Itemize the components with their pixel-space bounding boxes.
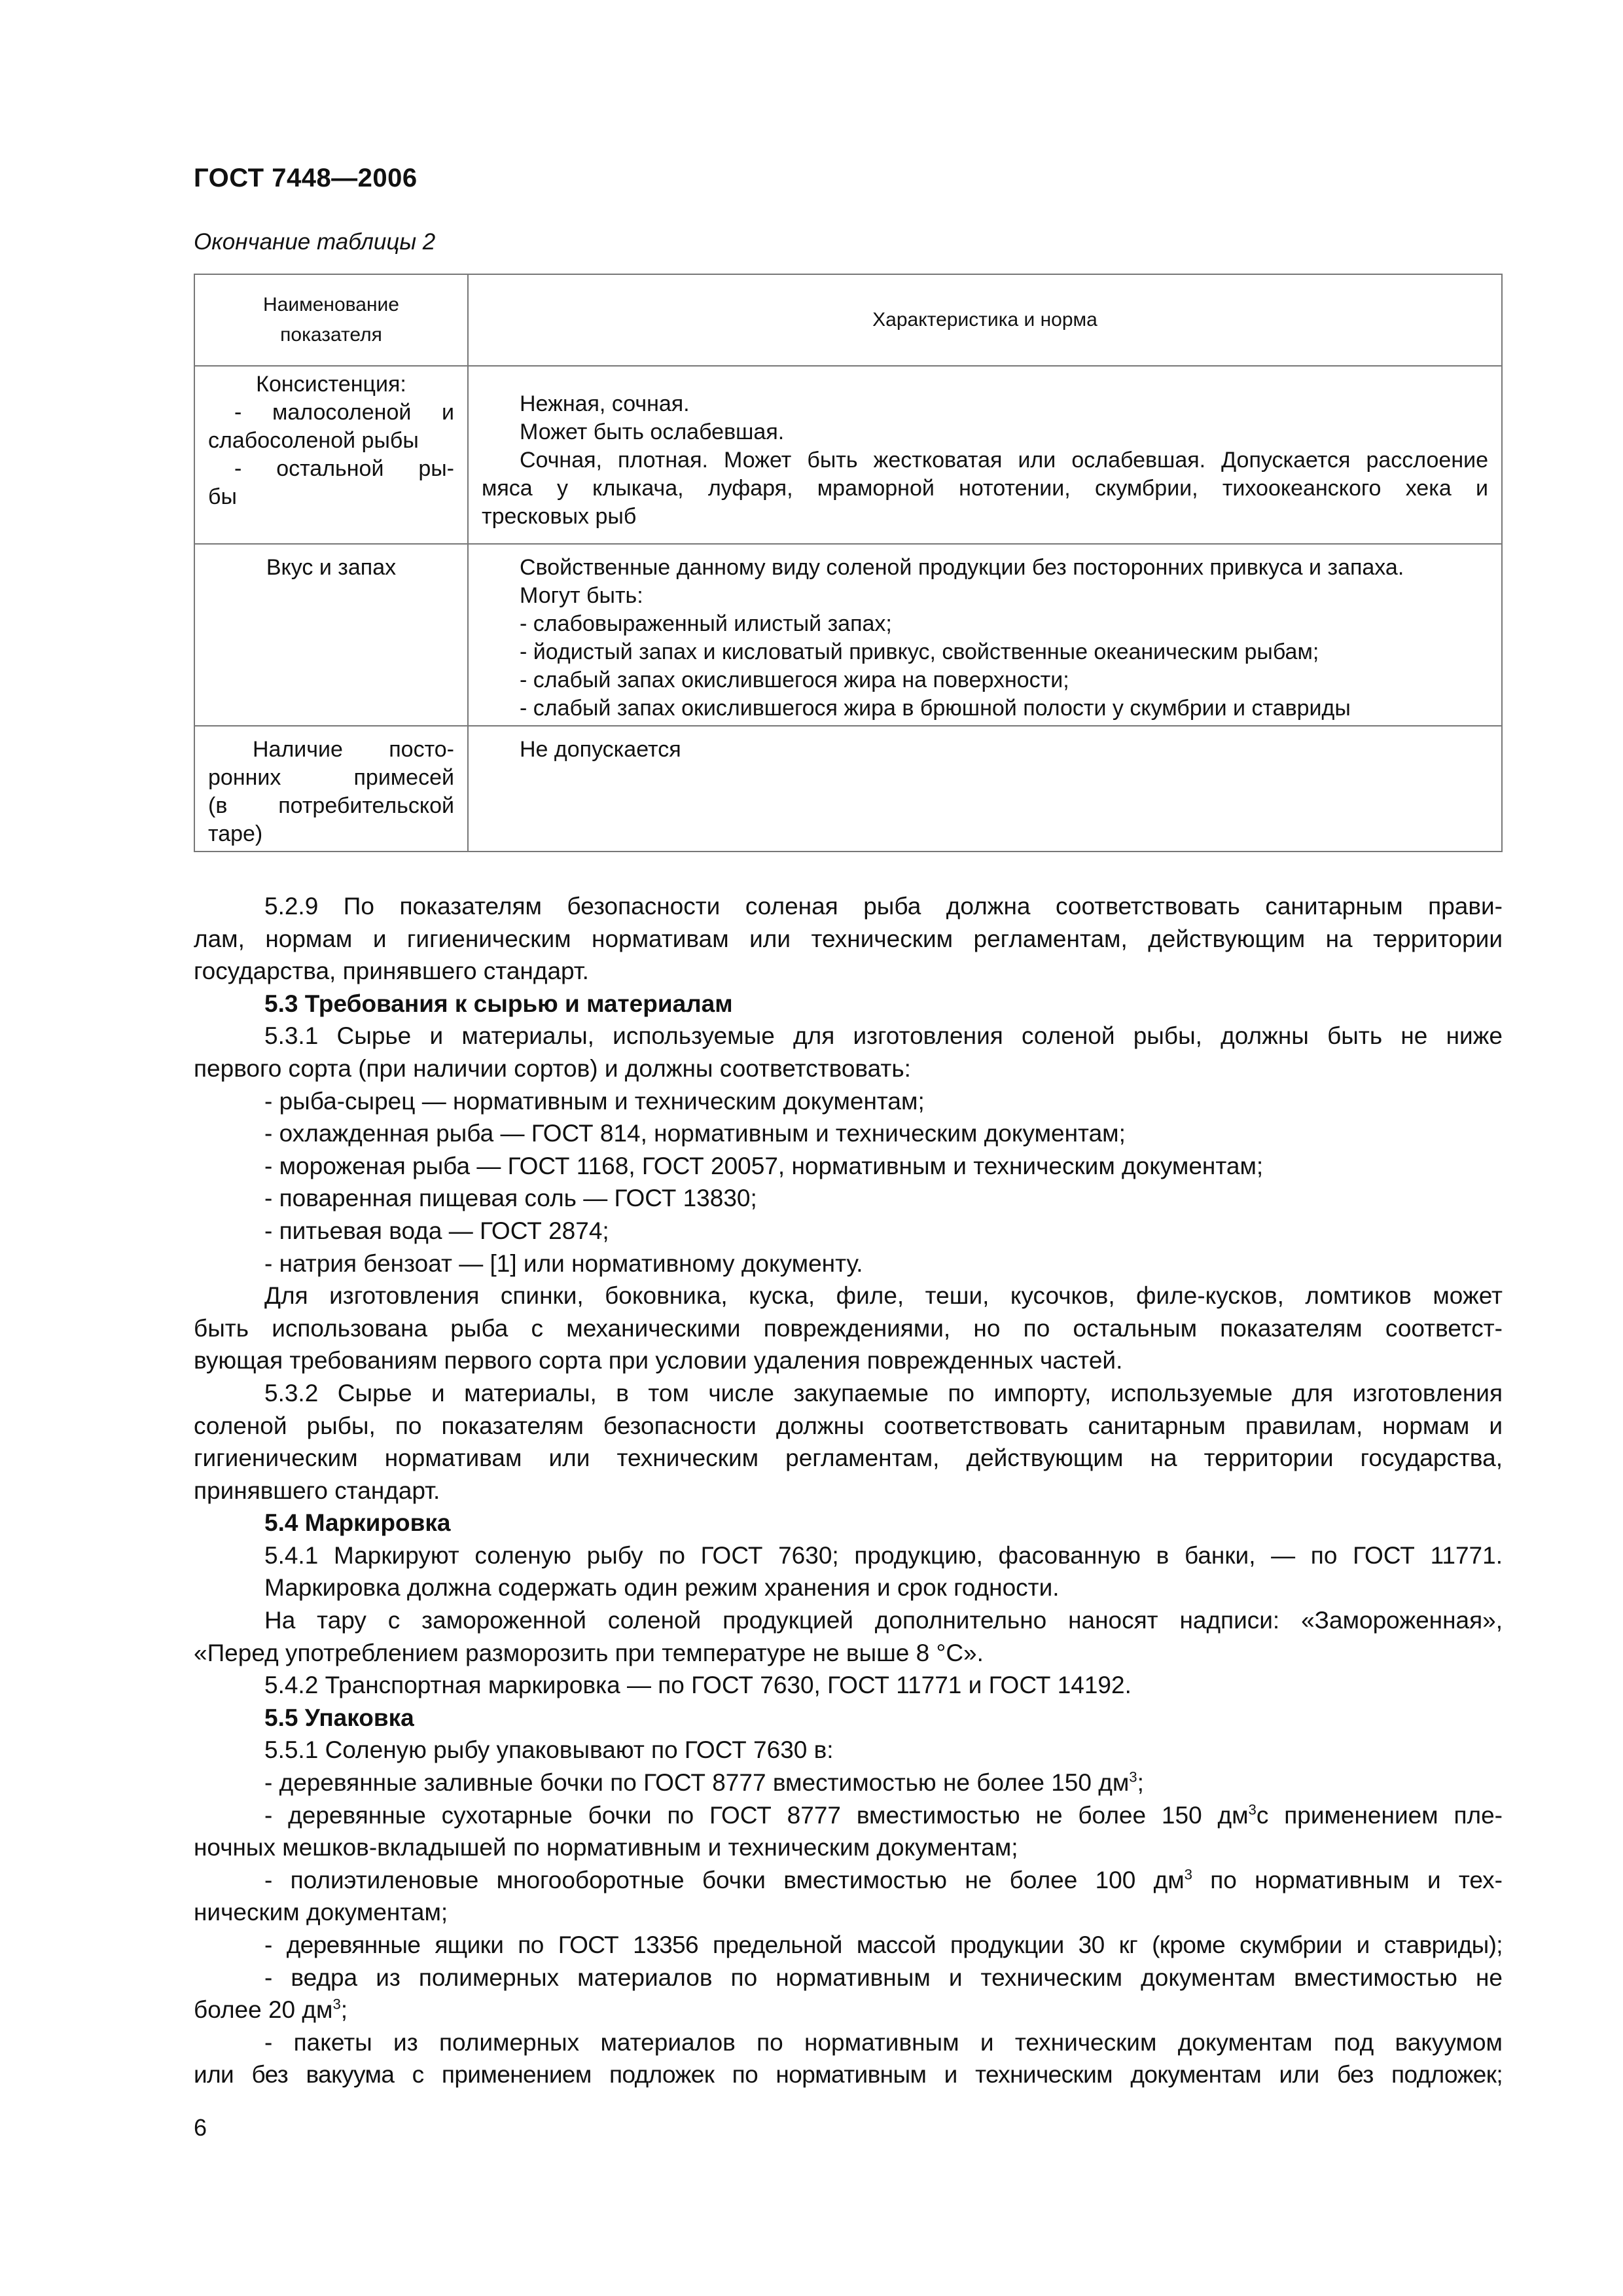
list-item: - ведра из полимерных материалов по нормативным и техническим документам вместимостью не [264,1964,1503,1991]
paragraph-5-4-1: 5.4.1 Маркируют соленую рыбу по ГОСТ 7630; продукцию, фасованную в банки, — по ГОСТ 11771. [264,1541,1503,1569]
paragraph-raw-material-note: Для изготовления спинки, боковника, куска, филе, теши, кусочков, филе-кусков, ломтиков может [264,1282,1503,1310]
list-item: - охлажденная рыба — ГОСТ 814, нормативным и техническим документам; [264,1120,1126,1147]
table-row [194,544,1502,726]
section-heading-5-5: 5.5 Упаковка [264,1704,414,1731]
table-caption: Окончание таблицы 2 [194,229,436,255]
row-name-impurities: Наличие посто- ронних примесей (в потребительской таре) [194,726,468,852]
list-item: - пакеты из полимерных материалов по нормативным и техническим документам под вакуумом [264,2028,1503,2056]
section-heading-5-4: 5.4 Маркировка [264,1509,451,1537]
list-item: - питьевая вода — ГОСТ 2874; [264,1217,609,1244]
list-item: - поваренная пищевая соль — ГОСТ 13830; [264,1185,757,1212]
paragraph-5-3-1: 5.3.1 Сырье и материалы, используемые для изготовления соленой рыбы, должны быть не ниже [264,1022,1503,1050]
column-header-indicator: Наименование показателя [194,274,468,366]
characteristics-table [194,274,1503,852]
column-header-norm: Характеристика и норма [468,274,1502,366]
list-item: - деревянные сухотарные бочки по ГОСТ 8777 вместимостью не более 150 $дм^3с$ применением пле- [264,1801,1503,1829]
row-name-consistency: Консистенция: - малосоленой и слабосоленой рыбы - остальной ры- бы [194,366,468,544]
paragraph-5-3-2: 5.3.2 Сырье и материалы, в том числе закупаемые по импорту, используемые для изготовления [264,1379,1503,1407]
list-item: - деревянные заливные бочки по ГОСТ 8777 вместимостью не более 150 $дм^3$; [264,1768,1144,1797]
table-row [194,726,1502,852]
table-row [194,366,1502,544]
list-item: - деревянные ящики по ГОСТ 13356 предельной массой продукции 30 кг (кроме скумбрии и ставриды); [264,1931,1503,1958]
list-item: - мороженая рыба — ГОСТ 1168, ГОСТ 20057, нормативным и техническим документам; [264,1152,1264,1179]
page-number: 6 [194,2114,207,2141]
paragraph-5-5-1: 5.5.1 Соленую рыбу упаковывают по ГОСТ 7630 в: [264,1736,834,1764]
paragraph-5-4-2: 5.4.2 Транспортная маркировка — по ГОСТ 7630, ГОСТ 11771 и ГОСТ 14192. [264,1672,1132,1699]
document-header: ГОСТ 7448—2006 [194,164,418,192]
paragraph-5-2-9: 5.2.9 По показателям безопасности соленая рыба должна соответствовать санитарным прави- [264,893,1503,920]
list-item: - полиэтиленовые многооборотные бочки вместимостью не более 100 $дм^3$ по нормативным и тех- [264,1866,1503,1893]
list-item: - рыба-сырец — нормативным и техническим документам; [264,1087,925,1115]
row-value-taste: Свойственные данному виду соленой продукции без посторонних привкуса и запаха. Могут быть: - слабовыраженный илистый запах; - йодистый запах и кисловатый привкус, свойственные океаническим рыбам; - слабый запах окислившегося жира на поверхности; - слабый запах окислившегося жира в брюшной полости у скумбрии и ставриды [468,544,1502,726]
document-body: 5.2.9 По показателям безопасности соленая рыба должна соответствовать санитарным прави- лам, нормам и гигиеническим нормативам или техническим регламентам, действующим на территории государства, принявшего стандарт. 5.3 Требования к сырью и материалам 5.3.1 Сырье и материалы, используемые для изготовления соленой рыбы, должны быть не ниже первого сорта (при наличии сортов) и должны соответствовать: - рыба-сырец — нормативным и техническим документам; - охлажденная рыба — ГОСТ 814, нормативным и техническим документам; - мороженая рыба — ГОСТ 1168, ГОСТ 20057, нормативным и техническим документам; - поваренная пищевая соль — ГОСТ 13830; - питьевая вода — ГОСТ 2874; - натрия бензоат — [1] или нормативному документу. Для изготовления спинки, боковника, куска, филе, теши, кусочков, филе-кусков, ломтиков может быть использована рыба с механическими повреждениями, но по остальным показателям соответст- вующая требованиям первого сорта при условии удаления поврежденных частей. 5.3.2 Сырье и материалы, в том числе закупаемые по импорту, используемые для изготовления соленой рыбы, по показателям безопасности должны соответствовать санитарным правилам, нормам и гигиеническим нормативам или техническим регламентам, действующим на территории государства, принявшего стандарт. 5.4 Маркировка 5.4.1 Маркируют соленую рыбу по ГОСТ 7630; продукцию, фасованную в банки, — по ГОСТ 11771. Маркировка должна содержать один режим хранения и срок годности. На тару с замороженной соленой продукцией дополнительно наносят надписи: «Замороженная», «Перед употреблением разморозить при температуре не выше 8 °С». 5.4.2 Транспортная маркировка — по ГОСТ 7630, ГОСТ 11771 и ГОСТ 14192. 5.5 Упаковка 5.5.1 Соленую рыбу упаковывают по ГОСТ 7630 в: - деревянные заливные бочки по ГОСТ 8777 вместимостью не более 150 $дм^3$; - деревянные сухотарные бочки по ГОСТ 8777 вместимостью не более 150 $дм^3с$ применением пле- ночных мешков-вкладышей по нормативным и техническим документам; - полиэтиленовые многооборотные бочки вместимостью не более 100 $дм^3$ по нормативным и тех- ническим документам; - деревянные ящики по ГОСТ 13356 предельной массой продукции 30 кг (кроме скумбрии и ставриды); - ведра из полимерных материалов по нормативным и техническим документам вместимостью не более 20 $дм^3$; - пакеты из полимерных материалов по нормативным и техническим документам под вакуумом или без вакуума с применением подложек по нормативным и техническим документам или без подложек; [194,890,1503,2091]
row-value-consistency: Нежная, сочная. Может быть ослабевшая. Сочная, плотная. Может быть жестковатая или ослабевшая. Допускается расслоение мяса у клыкача, луфаря, мраморной нототении, скумбрии, тихоокеанского хека и тресковых рыб [468,366,1502,544]
table-header-row [194,274,1502,366]
section-heading-5-3: 5.3 Требования к сырью и материалам [264,990,733,1017]
list-item: - натрия бензоат — [1] или нормативному документу. [264,1249,863,1277]
row-name-taste: Вкус и запах [194,544,468,726]
row-value-impurities: Не допускается [468,726,1502,852]
